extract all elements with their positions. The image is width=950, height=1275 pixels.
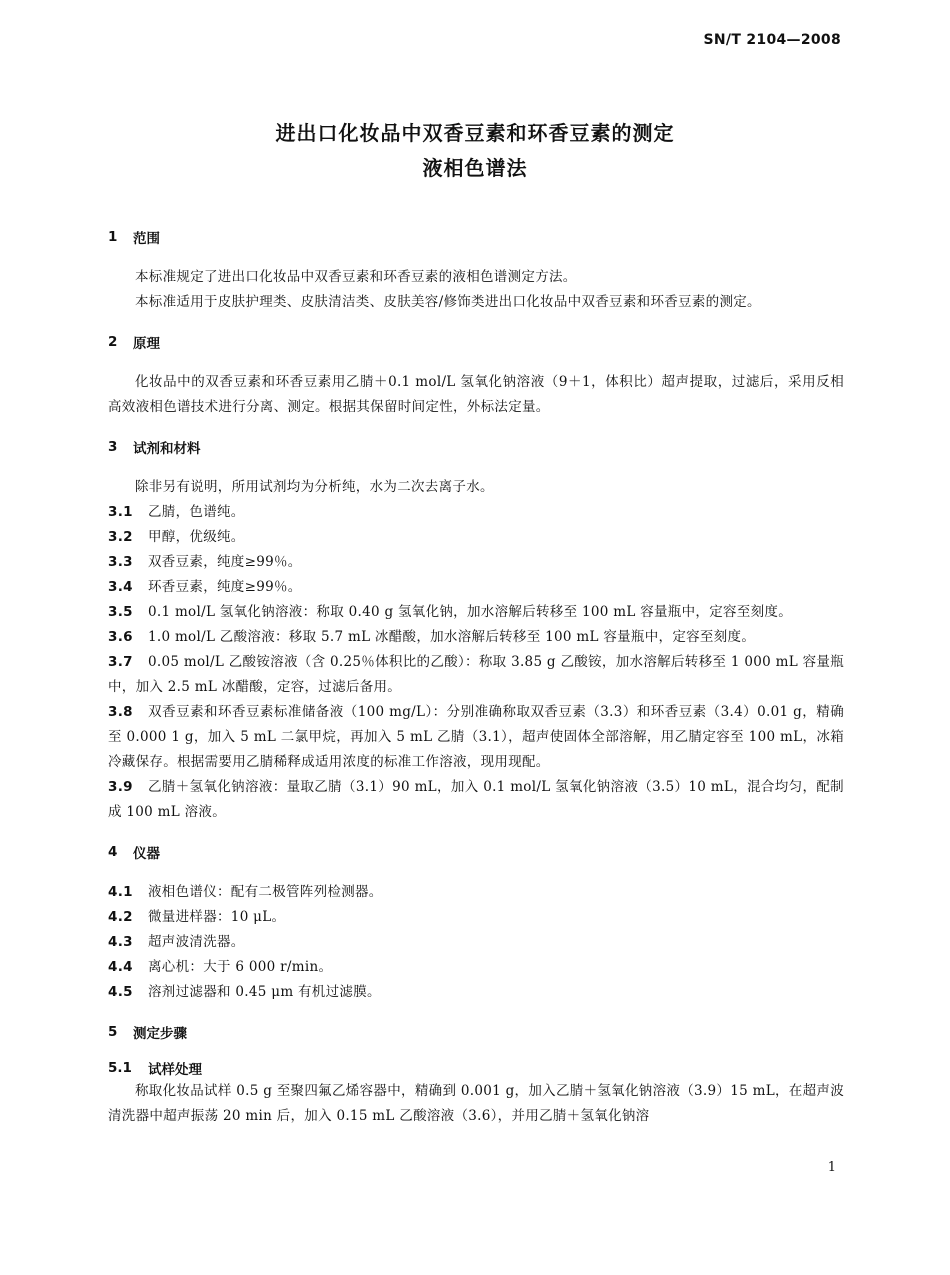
paragraph: 除非另有说明，所用试剂均为分析纯，水为二次去离子水。 bbox=[135, 479, 494, 495]
list-item bbox=[108, 525, 844, 550]
item-text: 0.05 mol/L 乙酸铵溶液（含 0.25％体积比的乙酸）：称取 3.85 g 乙酸铵，加水溶解后转移至 1 000 mL 容量瓶中，加入 2.5 mL 冰醋酸，定容，过滤后备用。 bbox=[108, 654, 844, 695]
item-text: 液相色谱仪：配有二极管阵列检测器。 bbox=[148, 884, 383, 900]
item-number: 3.9 bbox=[108, 779, 133, 795]
list-item bbox=[108, 980, 844, 1005]
paragraph: 本标准适用于皮肤护理类、皮肤清洁类、皮肤美容/修饰类进出口化妆品中双香豆素和环香豆素的测定。 bbox=[135, 294, 761, 310]
item-text: 乙腈，色谱纯。 bbox=[148, 504, 245, 520]
subsection-title: 试样处理 bbox=[148, 1062, 202, 1078]
list-item bbox=[108, 500, 844, 525]
subsection-number: 5.1 bbox=[108, 1060, 132, 1076]
page-number: 1 bbox=[827, 1160, 836, 1175]
list-item bbox=[108, 550, 844, 575]
item-number: 3.7 bbox=[108, 654, 133, 670]
section-number: 1 bbox=[108, 229, 118, 245]
item-text: 超声波清洗器。 bbox=[148, 934, 245, 950]
section-number: 3 bbox=[108, 439, 118, 455]
item-number: 4.2 bbox=[108, 909, 133, 925]
section-heading bbox=[108, 1021, 844, 1043]
section-title: 原理 bbox=[133, 336, 160, 352]
item-number: 4.3 bbox=[108, 934, 133, 950]
list-item bbox=[108, 880, 844, 905]
list-item bbox=[108, 955, 844, 980]
list-item bbox=[108, 930, 844, 955]
document-title: 进出口化妆品中双香豆素和环香豆素的测定 bbox=[275, 121, 675, 145]
item-number: 3.2 bbox=[108, 529, 133, 545]
item-number: 3.1 bbox=[108, 504, 133, 520]
item-text: 微量进样器：10 μL。 bbox=[148, 909, 286, 925]
list-item bbox=[108, 650, 844, 700]
item-text: 环香豆素，纯度≥99％。 bbox=[148, 579, 302, 595]
list-item bbox=[108, 775, 844, 825]
item-text: 乙腈＋氢氧化钠溶液：量取乙腈（3.1）90 mL，加入 0.1 mol/L 氢氧化钠溶液（3.5）10 mL，混合均匀，配制成 100 mL 溶液。 bbox=[108, 779, 844, 820]
section-title: 试剂和材料 bbox=[133, 441, 201, 457]
list-item bbox=[108, 700, 844, 775]
item-number: 3.3 bbox=[108, 554, 133, 570]
item-text: 1.0 mol/L 乙酸溶液：移取 5.7 mL 冰醋酸，加水溶解后转移至 100 mL 容量瓶中，定容至刻度。 bbox=[148, 629, 756, 645]
paragraph: 本标准规定了进出口化妆品中双香豆素和环香豆素的液相色谱测定方法。 bbox=[135, 269, 577, 285]
list-item bbox=[108, 600, 844, 625]
subsection-heading bbox=[108, 1057, 844, 1079]
list-item bbox=[108, 575, 844, 600]
document-subtitle: 液相色谱法 bbox=[422, 156, 528, 180]
paragraph: 称取化妆品试样 0.5 g 至聚四氟乙烯容器中，精确到 0.001 g，加入乙腈＋氢氧化钠溶液（3.9）15 mL，在超声波清洗器中超声振荡 20 min 后，加入 0.15 mL 乙酸溶液（3.6），并用乙腈＋氢氧化钠溶 bbox=[108, 1083, 844, 1124]
item-number: 3.4 bbox=[108, 579, 133, 595]
section-number: 4 bbox=[108, 844, 118, 860]
item-text: 双香豆素，纯度≥99％。 bbox=[148, 554, 302, 570]
item-number: 3.6 bbox=[108, 629, 133, 645]
list-item bbox=[108, 905, 844, 930]
section-title: 范围 bbox=[133, 231, 160, 247]
item-number: 4.5 bbox=[108, 984, 133, 1000]
item-number: 4.4 bbox=[108, 959, 133, 975]
item-number: 3.5 bbox=[108, 604, 133, 620]
document-body bbox=[108, 226, 844, 1129]
section-title: 仪器 bbox=[133, 846, 160, 862]
section-heading bbox=[108, 841, 844, 863]
section-number: 2 bbox=[108, 334, 118, 350]
section-heading bbox=[108, 436, 844, 458]
item-text: 甲醇，优级纯。 bbox=[148, 529, 245, 545]
paragraph: 化妆品中的双香豆素和环香豆素用乙腈＋0.1 mol/L 氢氧化钠溶液（9＋1，体积比）超声提取，过滤后，采用反相高效液相色谱技术进行分离、测定。根据其保留时间定性，外标法定量。 bbox=[108, 374, 844, 415]
section-heading bbox=[108, 226, 844, 248]
item-number: 3.8 bbox=[108, 704, 133, 720]
item-text: 双香豆素和环香豆素标准储备液（100 mg/L）：分别准确称取双香豆素（3.3）和环香豆素（3.4）0.01 g，精确至 0.000 1 g，加入 5 mL 二氯甲烷，再加入 5 mL 乙腈（3.1），超声使固体全部溶解，用乙腈定容至 100 mL，冰箱冷藏保存。根据需要用乙腈稀释成适用浓度的标准工作溶液，现用现配。 bbox=[108, 704, 844, 770]
item-text: 离心机：大于 6 000 r/min。 bbox=[148, 959, 333, 975]
section-heading bbox=[108, 331, 844, 353]
section-title: 测定步骤 bbox=[133, 1026, 187, 1042]
item-text: 溶剂过滤器和 0.45 μm 有机过滤膜。 bbox=[148, 984, 381, 1000]
standard-number: SN/T 2104—2008 bbox=[703, 32, 841, 48]
list-item bbox=[108, 625, 844, 650]
section-number: 5 bbox=[108, 1024, 118, 1040]
item-text: 0.1 mol/L 氢氧化钠溶液：称取 0.40 g 氢氧化钠，加水溶解后转移至 100 mL 容量瓶中，定容至刻度。 bbox=[148, 604, 792, 620]
item-number: 4.1 bbox=[108, 884, 133, 900]
